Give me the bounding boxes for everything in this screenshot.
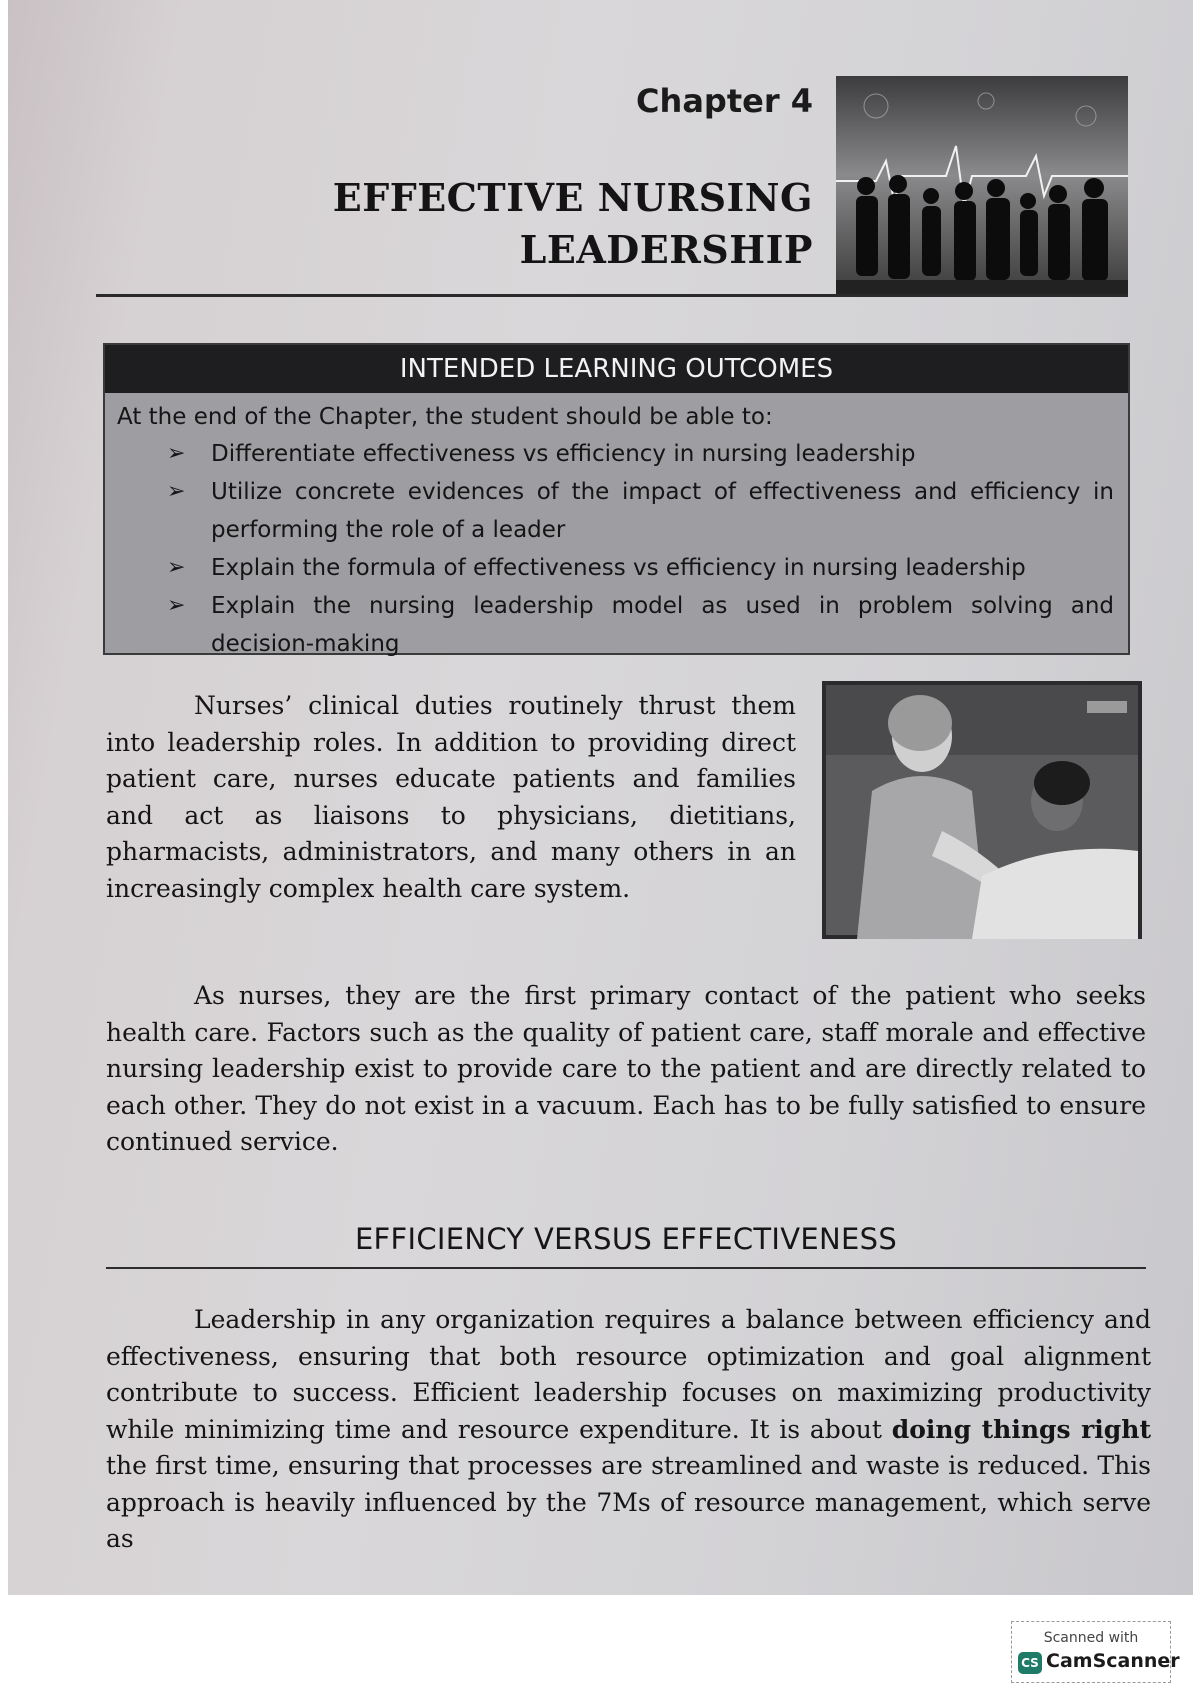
chapter-title-line2: LEADERSHIP — [519, 227, 813, 272]
learning-outcomes-list — [117, 435, 1114, 663]
chapter-title-line1: EFFECTIVE NURSING — [332, 175, 813, 220]
emphasis-doing-things-right: doing things right — [891, 1414, 1151, 1444]
chapter-header-image — [836, 76, 1128, 296]
section-rule — [106, 1267, 1146, 1269]
learning-outcomes-box — [103, 343, 1130, 655]
camscanner-logo-icon: CS — [1018, 1652, 1042, 1674]
chapter-title — [268, 172, 813, 276]
nurse-patient-photo — [822, 681, 1142, 939]
chapter-label: Chapter 4 — [636, 82, 813, 120]
arrow-bullet-icon: ➢ — [167, 593, 186, 618]
outcome-item: ➢ Differentiate effectiveness vs efficiency in nursing leadership — [167, 435, 1114, 473]
camscanner-watermark — [1011, 1621, 1180, 1683]
outcome-item: ➢ Explain the nursing leadership model as used in problem solving and decision-making — [167, 587, 1114, 663]
scanned-page — [8, 0, 1193, 1595]
learning-outcomes-intro: At the end of the Chapter, the student should be able to: — [117, 404, 773, 430]
learning-outcomes-heading: INTENDED LEARNING OUTCOMES — [105, 345, 1128, 393]
paragraph-first-contact: As nurses, they are the first primary contact of the patient who seeks health care. Factors such as the quality of patient care, staff morale and effective nursing leadership exist to provide care to the patient and are directly related to each other. They do not exist in a vacuum. Each has to be fully satisfied to ensure continued service. — [106, 981, 1146, 1156]
section-title-efficiency: EFFICIENCY VERSUS EFFECTIVENESS — [354, 1222, 898, 1256]
outcome-item: ➢ Explain the formula of effectiveness vs efficiency in nursing leadership — [167, 549, 1114, 587]
paragraph-leadership-balance: Leadership in any organization requires a balance between efficiency and effectiveness, ensuring that both resource optimization and goal alignment contribute to success. Efficient leadership focuses on maximizing productivity while minimizing time and resource expenditure. It is about doing things right the first time, ensuring that processes are streamlined and waste is reduced. This approach is heavily influenced by the 7Ms of resource management, which serve as — [106, 1305, 1151, 1553]
watermark-brand: CamScanner — [1046, 1650, 1180, 1672]
arrow-bullet-icon: ➢ — [167, 441, 186, 466]
arrow-bullet-icon: ➢ — [167, 555, 186, 580]
chapter-header-rule — [96, 294, 1128, 297]
watermark-caption: Scanned with — [1043, 1630, 1139, 1646]
outcome-item: ➢ Utilize concrete evidences of the impact of effectiveness and efficiency in performing the role of a leader — [167, 473, 1114, 549]
arrow-bullet-icon: ➢ — [167, 479, 186, 504]
paragraph-nurses-roles: Nurses’ clinical duties routinely thrust them into leadership roles. In addition to providing direct patient care, nurses educate patients and families and act as liaisons to physicians, dietitians, pharmacists, administrators, and many others in an increasingly complex health care system. — [106, 691, 796, 903]
